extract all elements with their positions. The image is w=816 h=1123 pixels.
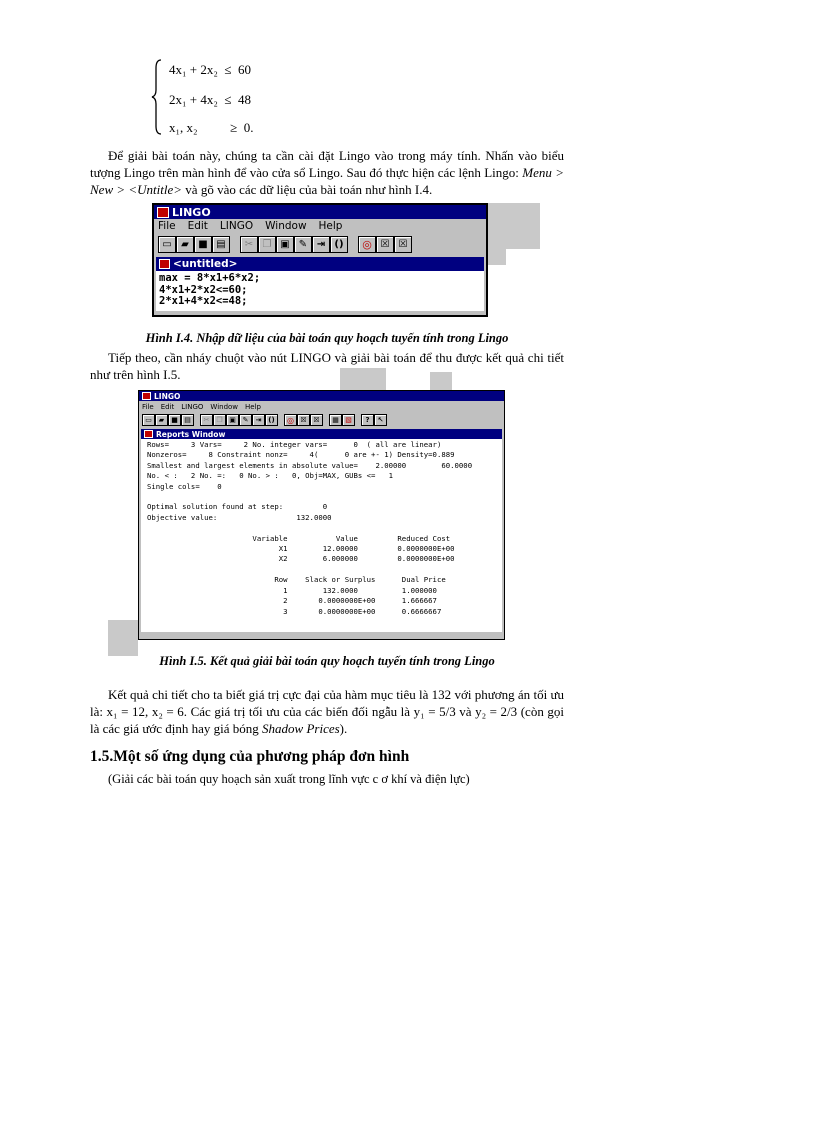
code-line: 4*x1+2*x2<=60; xyxy=(159,283,248,296)
lingo-menubar xyxy=(139,401,504,412)
report-line: Optimal solution found at step: 0 xyxy=(147,502,328,512)
open-folder-icon[interactable]: ▰ xyxy=(176,236,194,253)
lingo-title: LINGO xyxy=(154,391,181,401)
reports-window-title: Reports Window xyxy=(156,429,226,439)
section-note: (Giải các bài toán quy hoạch sản xuất trong lĩnh vực c ơ khí và điện lực) xyxy=(108,772,470,786)
document-icon xyxy=(159,259,170,269)
report-line: X1 12.00000 0.0000000E+00 xyxy=(147,544,455,554)
code-line: max = 8*x1+6*x2; xyxy=(159,272,261,284)
lingo-titlebar xyxy=(139,391,504,401)
scan-shade xyxy=(108,620,138,656)
lingo-menubar xyxy=(154,219,486,233)
menu-lingo[interactable]: LINGO xyxy=(181,402,204,411)
save-icon[interactable]: ■ xyxy=(168,414,181,426)
code-editor[interactable] xyxy=(156,271,484,311)
figure-caption-2: Hình I.5. Kết quả giải bài toán quy hoạch tuyến tính trong Lingo xyxy=(159,654,495,668)
report-line: 2 0.0000000E+00 1.666667 xyxy=(147,596,437,606)
help-icon[interactable]: ? xyxy=(361,414,374,426)
constraint-line-2: 2x₁ + 4x₂ ≤ 48 xyxy=(169,92,252,107)
constraint-line-1: 4x₁ + 2x₂ ≤ 60 xyxy=(169,62,252,77)
constraint-system xyxy=(151,58,351,136)
close-window-icon[interactable]: ☒ xyxy=(297,414,310,426)
report-line: 3 0.0000000E+00 0.6666667 xyxy=(147,606,442,616)
goto-line-icon[interactable]: ⇥ xyxy=(312,236,330,253)
paragraph-intro-tail: và gõ vào các dữ liệu của bài toán như hình I.4. xyxy=(182,182,433,197)
report-line: X2 6.000000 0.0000000E+00 xyxy=(147,554,455,564)
menu-file[interactable]: File xyxy=(142,402,154,411)
lingo-app-icon xyxy=(157,207,169,218)
report-line xyxy=(147,523,502,533)
close-all-icon[interactable]: ☒ xyxy=(394,236,412,253)
report-line xyxy=(147,492,502,502)
lingo-report-window xyxy=(138,390,505,640)
menu-window[interactable]: Window xyxy=(265,220,307,232)
paragraph-results-end: ). xyxy=(339,721,348,736)
lingo-app-icon xyxy=(142,392,151,400)
paragraph-results xyxy=(90,686,564,737)
menu-path: Menu > New > <Untitle> xyxy=(90,165,564,197)
lingo-window xyxy=(152,203,488,317)
menu-help[interactable]: Help xyxy=(245,402,261,411)
new-file-icon[interactable]: ▭ xyxy=(158,236,176,253)
menu-window[interactable]: Window xyxy=(210,402,239,411)
report-line: Single cols= 0 xyxy=(147,481,222,491)
solve-target-icon[interactable]: ◎ xyxy=(358,236,376,253)
report-line: Variable Value Reduced Cost xyxy=(147,533,451,543)
solve-target-icon[interactable]: ◎ xyxy=(284,414,297,426)
report-line: Rows= 3 Vars= 2 No. integer vars= 0 ( all are linear) xyxy=(147,440,442,449)
match-paren-icon[interactable]: () xyxy=(330,236,348,253)
report-line: Smallest and largest elements in absolute value= 2.00000 60.0000 xyxy=(147,460,473,470)
report-line: Nonzeros= 8 Constraint nonz= 4( 0 are +- 1) Density=0.889 xyxy=(147,450,455,460)
untitled-titlebar xyxy=(156,257,484,271)
report-line: Row Slack or Surplus Dual Price xyxy=(147,575,446,585)
close-all-icon[interactable]: ☒ xyxy=(310,414,323,426)
menu-file[interactable]: File xyxy=(158,220,176,232)
lingo-title: LINGO xyxy=(172,205,211,219)
cut-icon[interactable]: ✂ xyxy=(240,236,258,253)
solution-report[interactable] xyxy=(141,439,502,632)
paragraph-intro xyxy=(90,147,564,198)
shadow-prices-term: Shadow Prices xyxy=(262,721,340,736)
menu-edit[interactable]: Edit xyxy=(187,220,208,232)
section-heading: 1.5.Một số ứng dụng của phương pháp đơn hình xyxy=(90,748,410,765)
cut-icon[interactable]: ✂ xyxy=(200,414,213,426)
untitled-title: <untitled> xyxy=(173,258,238,270)
report-line: No. < : 2 No. =: 0 No. > : 0, Obj=MAX, GUBs <= 1 xyxy=(147,471,394,481)
menu-lingo[interactable]: LINGO xyxy=(219,220,254,232)
match-paren-icon[interactable]: () xyxy=(265,414,278,426)
lingo-toolbar xyxy=(139,412,504,428)
paragraph-intro-text: Để giải bài toán này, chúng ta cần cài đặt Lingo vào trong máy tính. Nhấn vào biểu tượng Lingo trên màn hình để vào cửa sổ Lingo. Sau đó thực hiện các lệnh Lingo: xyxy=(90,148,564,180)
reports-window-titlebar xyxy=(141,429,502,439)
menu-help[interactable]: Help xyxy=(318,220,343,232)
scan-shade xyxy=(488,203,540,249)
paste-icon[interactable]: ▣ xyxy=(226,414,239,426)
code-line: 2*x1+4*x2<=48; xyxy=(159,295,248,307)
brace-icon xyxy=(151,58,163,136)
report-line xyxy=(147,565,502,575)
constraint-line-3: x₁, x₂ ≥ 0. xyxy=(169,120,254,135)
scan-shade xyxy=(488,249,506,265)
report-line: 1 132.0000 1.000000 xyxy=(147,585,437,595)
document-icon xyxy=(144,430,153,438)
paragraph-results-text: Kết quả chi tiết cho ta biết giá trị cực đại của hàm mục tiêu là 132 với phương án tối ưu là: x₁ = 12, x₂ = 6. Các giá trị tối ưu của các biến đối ngẫu là y₁ = 5/3 và y₂ = 2/3 (còn gọi là các giá ước định hay giá bóng xyxy=(90,687,564,736)
copy-icon[interactable]: ❐ xyxy=(213,414,226,426)
context-help-icon[interactable]: ↖ xyxy=(374,414,387,426)
goto-line-icon[interactable]: ⇥ xyxy=(252,414,265,426)
lingo-toolbar xyxy=(154,233,486,255)
menu-edit[interactable]: Edit xyxy=(160,402,175,411)
open-folder-icon[interactable]: ▰ xyxy=(155,414,168,426)
copy-icon[interactable]: ❐ xyxy=(258,236,276,253)
print-icon[interactable]: ▤ xyxy=(212,236,230,253)
find-icon[interactable]: ✎ xyxy=(294,236,312,253)
print-icon[interactable]: ▤ xyxy=(181,414,194,426)
report-line: Objective value: 132.0000 xyxy=(147,512,332,522)
cascade-icon[interactable]: ▧ xyxy=(342,414,355,426)
new-file-icon[interactable]: ▭ xyxy=(142,414,155,426)
save-icon[interactable]: ■ xyxy=(194,236,212,253)
paste-icon[interactable]: ▣ xyxy=(276,236,294,253)
tile-icon[interactable]: ▦ xyxy=(329,414,342,426)
lingo-titlebar xyxy=(154,205,486,219)
paragraph-next-step: Tiếp theo, cần nháy chuột vào nút LINGO và giải bài toán để thu được kết quả chi tiết như trên hình I.5. xyxy=(90,350,564,382)
close-window-icon[interactable]: ☒ xyxy=(376,236,394,253)
find-icon[interactable]: ✎ xyxy=(239,414,252,426)
figure-caption-1: Hình I.4. Nhập dữ liệu của bài toán quy hoạch tuyến tính trong Lingo xyxy=(145,331,509,345)
